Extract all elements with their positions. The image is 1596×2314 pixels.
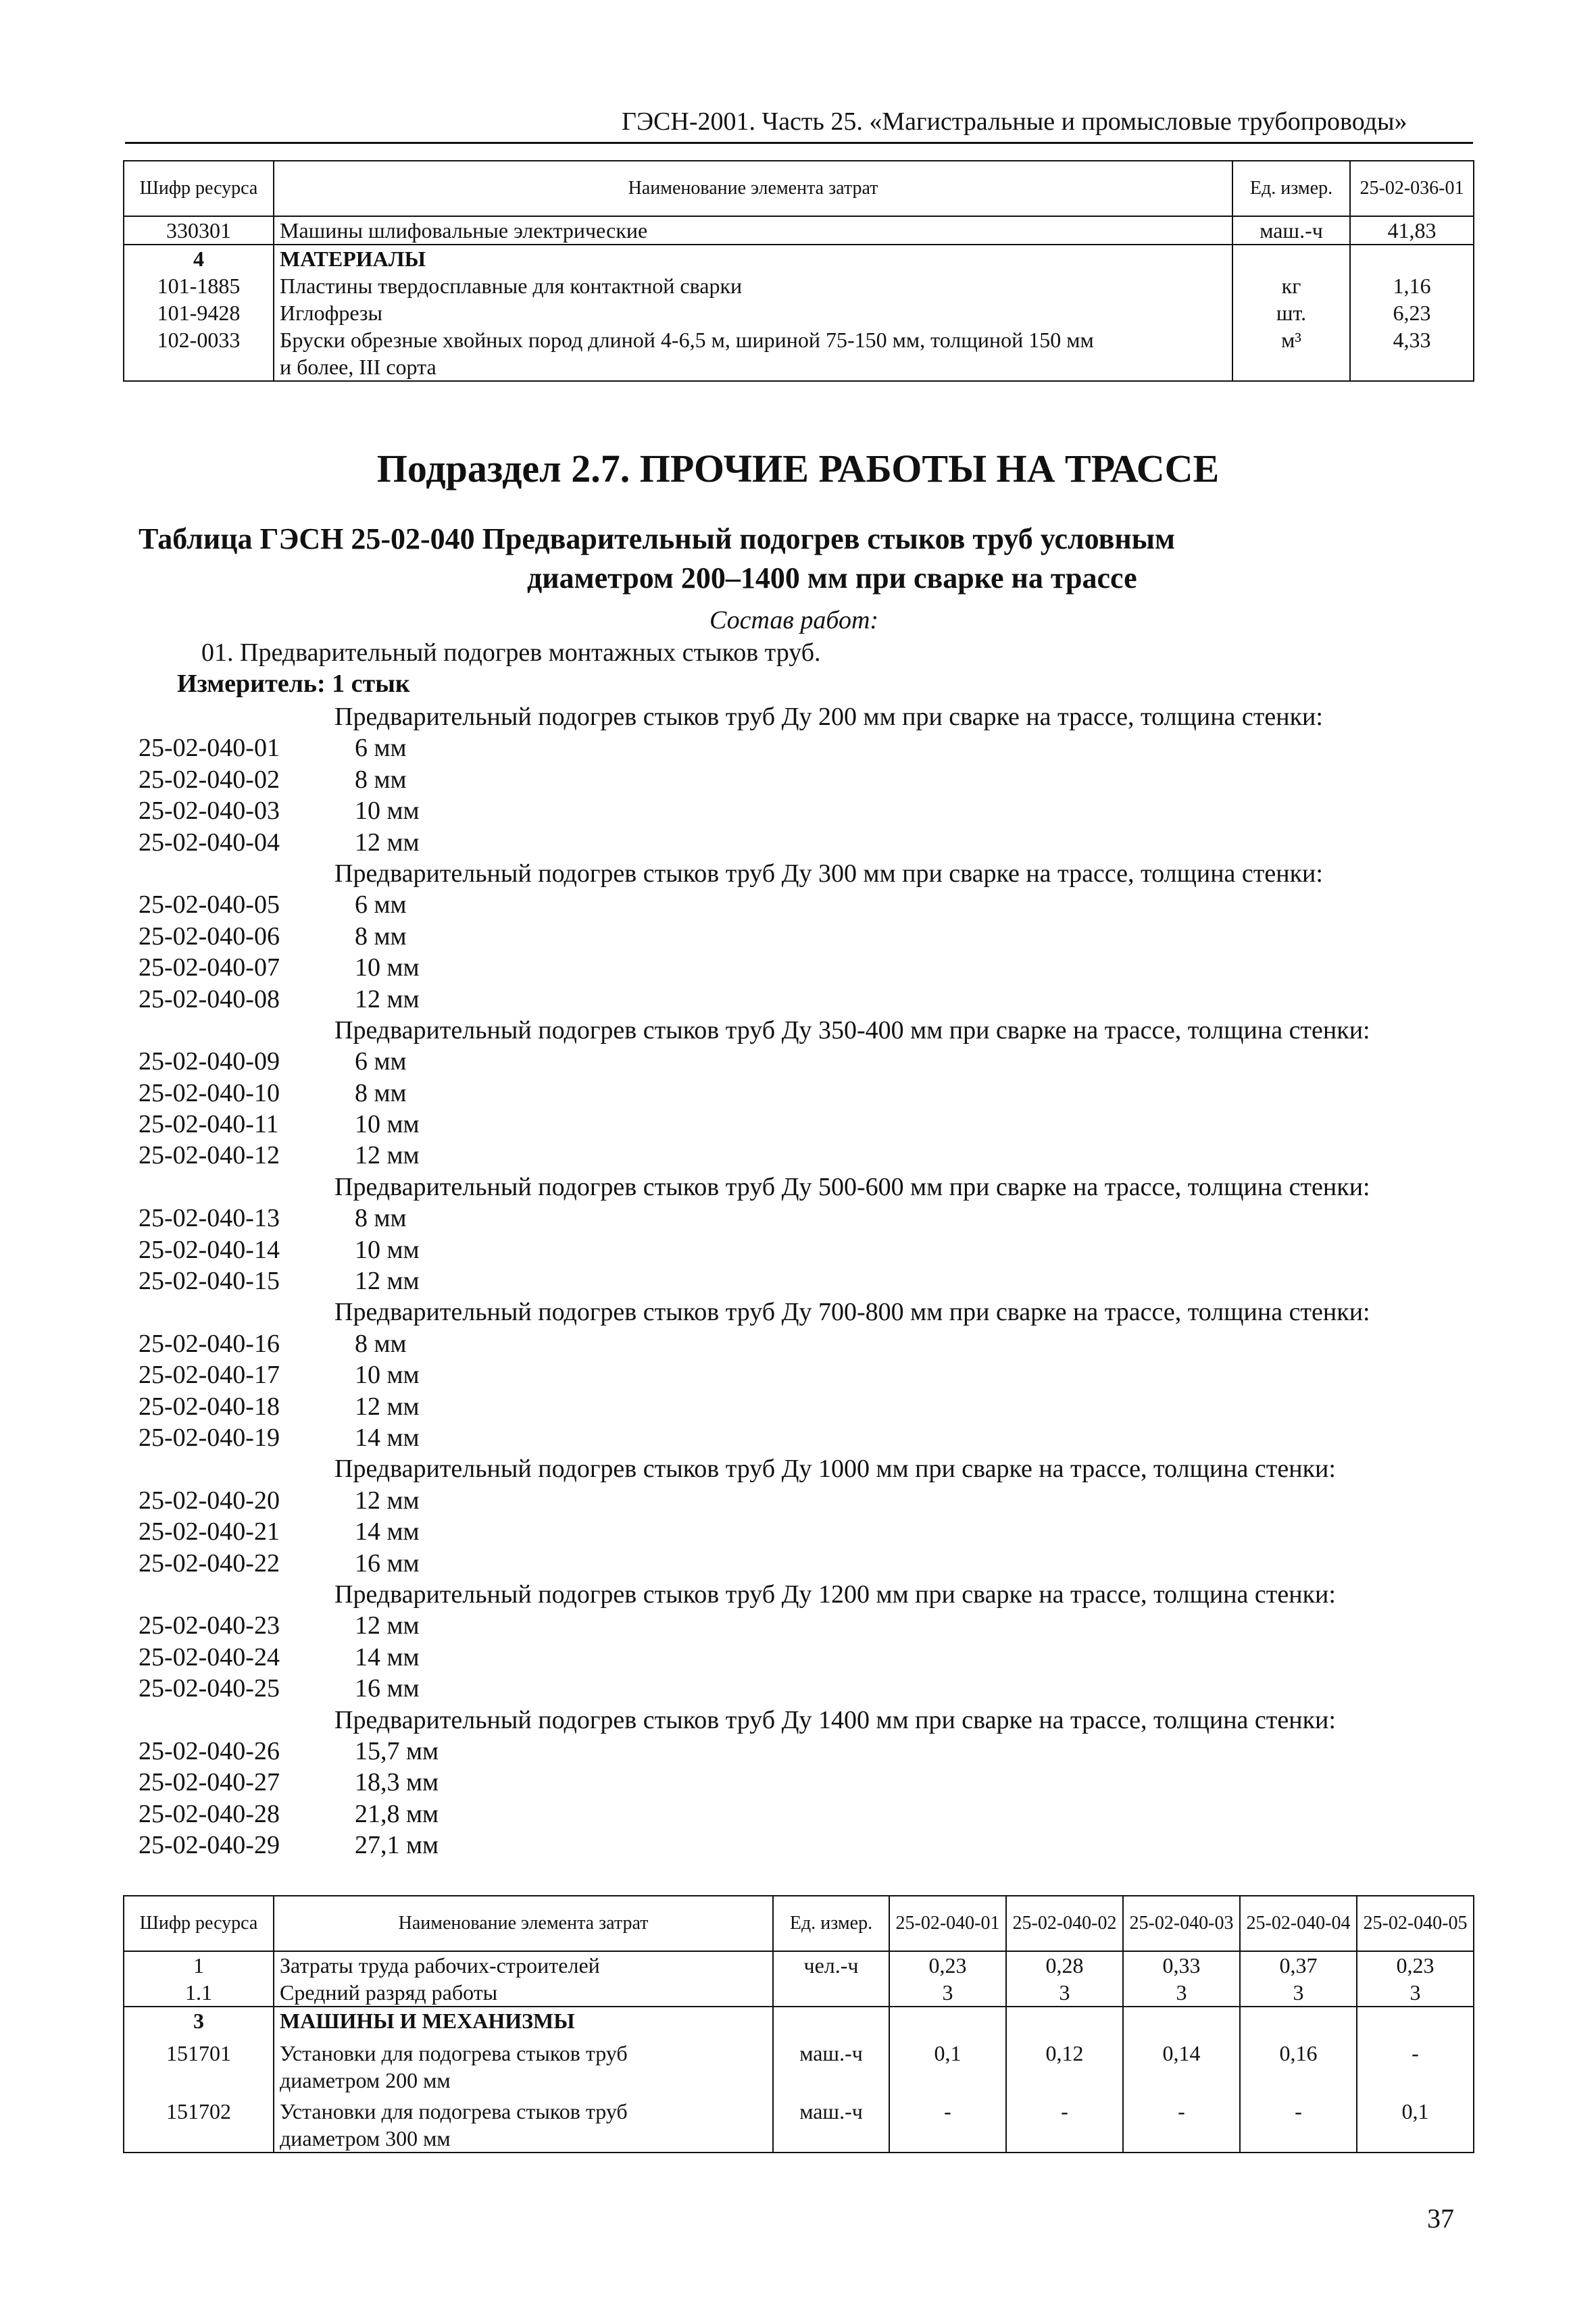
list-item	[0, 1830, 1596, 1861]
top-resource-table	[123, 160, 1474, 382]
item-code: 25-02-040-22	[139, 1549, 280, 1578]
item-code: 25-02-040-16	[139, 1329, 280, 1358]
cell-unit: чел.-ч	[803, 1953, 859, 1978]
header-unit: Ед. измер.	[1232, 161, 1350, 216]
item-code: 25-02-040-08	[139, 984, 280, 1013]
item-group-heading	[0, 1015, 1596, 1046]
item-code: 25-02-040-15	[139, 1267, 280, 1296]
item-group-heading	[0, 1579, 1596, 1610]
item-thickness: 6 мм	[355, 1047, 407, 1076]
item-thickness: 12 мм	[355, 1141, 420, 1170]
header-col: 25-02-040-02	[1006, 1896, 1123, 1951]
header-code: Шифр ресурса	[124, 161, 274, 216]
item-thickness: 10 мм	[355, 1361, 420, 1390]
list-item	[0, 1642, 1596, 1673]
item-thickness: 8 мм	[355, 1329, 407, 1358]
item-thickness: 12 мм	[355, 1611, 420, 1640]
item-code: 25-02-040-01	[139, 734, 280, 763]
list-item	[0, 1422, 1596, 1453]
header-unit: Ед. измер.	[773, 1896, 889, 1951]
list-item	[0, 921, 1596, 952]
item-thickness: 16 мм	[355, 1674, 420, 1703]
item-thickness: 12 мм	[355, 1392, 420, 1421]
cell-value: 3	[1059, 1980, 1070, 2005]
cell-value: 1,16	[1393, 274, 1431, 298]
cell-value: 0,23	[1396, 1953, 1435, 1978]
bottom-resource-table	[123, 1895, 1474, 2153]
cell-name: Бруски обрезные хвойных пород длиной 4-6,5 м, шириной 75-150 мм, толщиной 150 мм	[280, 328, 1094, 352]
composition-heading: Состав работ:	[709, 606, 879, 634]
item-thickness: 10 мм	[355, 1235, 420, 1264]
table-row	[124, 245, 1474, 381]
list-item	[0, 795, 1596, 826]
table-title: Таблица ГЭСН 25-02-040 Предварительный подогрев стыков труб условным	[139, 522, 1176, 555]
item-code: 25-02-040-07	[139, 953, 280, 982]
cell-code: 101-1885	[157, 274, 241, 298]
list-item	[0, 1767, 1596, 1798]
item-thickness: 8 мм	[355, 765, 407, 794]
item-group-heading	[0, 1172, 1596, 1203]
item-thickness: 12 мм	[355, 828, 420, 857]
cell-value: 0,16	[1279, 2041, 1318, 2065]
cell-unit: м³	[1281, 328, 1301, 352]
item-thickness: 12 мм	[355, 1267, 420, 1296]
table-title-continued: диаметром 200–1400 мм при сварке на трассе	[527, 561, 1137, 595]
group-heading-text: Предварительный подогрев стыков труб Ду 500-600 мм при сварке на трассе, толщина стенки:	[334, 1172, 1370, 1201]
cell-code: 1	[193, 1953, 204, 1978]
list-item	[0, 732, 1596, 763]
item-group-heading	[0, 1453, 1596, 1484]
cell-unit: кг	[1281, 274, 1301, 298]
section-title: Подраздел 2.7. ПРОЧИЕ РАБОТЫ НА ТРАССЕ	[376, 447, 1220, 491]
list-item	[0, 1109, 1596, 1140]
cell-value: 0,33	[1162, 1953, 1201, 1978]
header-col: 25-02-040-05	[1357, 1896, 1474, 1951]
item-thickness: 12 мм	[355, 984, 420, 1013]
cell-name-continued: диаметром 200 мм	[280, 2068, 451, 2092]
cell-value: 3	[942, 1980, 953, 2005]
list-item	[0, 889, 1596, 920]
cell-code: 1.1	[185, 1980, 212, 2005]
cell-code: 3	[193, 2009, 204, 2033]
list-item	[0, 1673, 1596, 1704]
table-header-row	[124, 1896, 1474, 1951]
table-row	[124, 1951, 1474, 2007]
item-thickness: 14 мм	[355, 1423, 420, 1452]
item-code: 25-02-040-05	[139, 890, 280, 920]
group-heading-text: Предварительный подогрев стыков труб Ду 200 мм при сварке на трассе, толщина стенки:	[334, 703, 1323, 731]
cell-unit: маш.-ч	[799, 2099, 863, 2123]
list-item	[0, 1203, 1596, 1234]
item-code: 25-02-040-02	[139, 765, 280, 794]
cell-value: 0,23	[928, 1953, 967, 1978]
item-group-heading	[0, 858, 1596, 889]
list-item	[0, 1516, 1596, 1547]
cell-value: 3	[1293, 1980, 1304, 2005]
item-code: 25-02-040-27	[139, 1768, 280, 1797]
item-thickness: 21,8 мм	[355, 1799, 439, 1828]
table-header-row	[124, 161, 1474, 216]
group-heading-text: Предварительный подогрев стыков труб Ду 350-400 мм при сварке на трассе, толщина стенки:	[334, 1015, 1370, 1045]
cell-unit: маш.-ч	[1232, 216, 1350, 245]
group-heading-text: Предварительный подогрев стыков труб Ду 300 мм при сварке на трассе, толщина стенки:	[334, 859, 1323, 888]
cell-code: 330301	[124, 216, 274, 245]
item-code: 25-02-040-25	[139, 1674, 280, 1703]
cell-value: 0,14	[1162, 2041, 1201, 2065]
cell-name: Установки для подогрева стыков труб	[280, 2099, 628, 2123]
item-thickness: 14 мм	[355, 1642, 420, 1671]
list-item	[0, 1610, 1596, 1641]
list-item	[0, 1078, 1596, 1109]
item-thickness: 8 мм	[355, 1078, 407, 1107]
header-name: Наименование элемента затрат	[274, 161, 1232, 216]
list-item	[0, 764, 1596, 795]
item-code: 25-02-040-20	[139, 1486, 280, 1515]
cell-code: 151702	[166, 2099, 231, 2123]
cell-name: Машины шлифовальные электрические	[274, 216, 1232, 245]
list-item	[0, 827, 1596, 858]
item-thickness: 16 мм	[355, 1549, 420, 1578]
list-item	[0, 1548, 1596, 1579]
list-item	[0, 1391, 1596, 1422]
cell-value: 0,37	[1279, 1953, 1318, 1978]
cell-name: Иглофрезы	[280, 301, 383, 325]
table-row	[124, 216, 1474, 245]
item-code: 25-02-040-17	[139, 1361, 280, 1390]
item-thickness: 18,3 мм	[355, 1768, 439, 1797]
norm-items-list	[0, 701, 1596, 1861]
item-code: 25-02-040-19	[139, 1423, 280, 1452]
header-code: Шифр ресурса	[124, 1896, 274, 1951]
item-code: 25-02-040-24	[139, 1642, 280, 1671]
item-code: 25-02-040-12	[139, 1141, 280, 1170]
cell-value: 3	[1176, 1980, 1187, 2005]
item-thickness: 6 мм	[355, 890, 407, 920]
group-heading-text: Предварительный подогрев стыков труб Ду 1400 мм при сварке на трассе, толщина стенки:	[334, 1705, 1336, 1734]
item-code: 25-02-040-21	[139, 1517, 280, 1546]
table-row	[124, 2007, 1474, 2153]
group-heading-text: Предварительный подогрев стыков труб Ду 1000 мм при сварке на трассе, толщина стенки:	[334, 1455, 1336, 1484]
item-thickness: 14 мм	[355, 1517, 420, 1546]
list-item	[0, 1140, 1596, 1171]
item-code: 25-02-040-11	[139, 1110, 279, 1139]
cell-value: 0,1	[1401, 2099, 1429, 2123]
cell-value: -	[1178, 2099, 1185, 2123]
item-code: 25-02-040-14	[139, 1235, 280, 1264]
item-thickness: 15,7 мм	[355, 1736, 439, 1765]
item-thickness: 10 мм	[355, 953, 420, 982]
item-code: 25-02-040-28	[139, 1799, 280, 1828]
meter-line: Измеритель: 1 стык	[177, 670, 410, 698]
item-code: 25-02-040-13	[139, 1204, 280, 1233]
item-code: 25-02-040-26	[139, 1736, 280, 1765]
item-thickness: 10 мм	[355, 1110, 420, 1139]
list-item	[0, 1265, 1596, 1297]
group-heading-text: Предварительный подогрев стыков труб Ду 1200 мм при сварке на трассе, толщина стенки:	[334, 1580, 1336, 1609]
cell-code: 102-0033	[157, 328, 241, 352]
item-group-heading	[0, 1297, 1596, 1328]
cell-value: 0,28	[1045, 1953, 1084, 1978]
cell-unit: маш.-ч	[799, 2041, 863, 2065]
item-thickness: 6 мм	[355, 734, 407, 763]
header-col: 25-02-040-03	[1123, 1896, 1240, 1951]
list-item	[0, 1485, 1596, 1516]
item-code: 25-02-040-23	[139, 1611, 280, 1640]
list-item	[0, 1736, 1596, 1767]
composition-item: 01. Предварительный подогрев монтажных стыков труб.	[201, 638, 821, 667]
cell-name: МАШИНЫ И МЕХАНИЗМЫ	[280, 2009, 575, 2033]
cell-name: Пластины твердосплавные для контактной сварки	[280, 274, 743, 298]
cell-name: МАТЕРИАЛЫ	[280, 247, 426, 271]
list-item	[0, 952, 1596, 983]
list-item	[0, 1359, 1596, 1390]
cell-value: 0,1	[934, 2041, 962, 2065]
item-group-heading	[0, 1705, 1596, 1736]
running-header: ГЭСН-2001. Часть 25. «Магистральные и промысловые трубопроводы»	[622, 107, 1407, 136]
cell-value: 6,23	[1393, 301, 1431, 325]
item-code: 25-02-040-03	[139, 797, 280, 826]
item-thickness: 27,1 мм	[355, 1831, 439, 1860]
item-code: 25-02-040-06	[139, 922, 280, 951]
page-number: 37	[1427, 2203, 1454, 2234]
cell-value: -	[1061, 2099, 1068, 2123]
list-item	[0, 984, 1596, 1015]
item-thickness: 12 мм	[355, 1486, 420, 1515]
cell-name: Средний разряд работы	[280, 1980, 498, 2005]
header-name: Наименование элемента затрат	[274, 1896, 773, 1951]
cell-name-continued: и более, III сорта	[280, 355, 437, 379]
item-code: 25-02-040-04	[139, 828, 280, 857]
cell-value: 0,12	[1045, 2041, 1084, 2065]
header-rule	[125, 142, 1473, 144]
cell-name: Затраты труда рабочих-строителей	[280, 1953, 600, 1978]
item-code: 25-02-040-10	[139, 1078, 280, 1107]
item-group-heading	[0, 701, 1596, 732]
item-code: 25-02-040-09	[139, 1047, 280, 1076]
item-thickness: 10 мм	[355, 797, 420, 826]
item-thickness: 8 мм	[355, 922, 407, 951]
cell-value: -	[944, 2099, 951, 2123]
header-col: 25-02-040-01	[889, 1896, 1006, 1951]
cell-value: 3	[1410, 1980, 1421, 2005]
item-code: 25-02-040-18	[139, 1392, 280, 1421]
item-code: 25-02-040-29	[139, 1831, 280, 1860]
cell-code: 4	[193, 247, 204, 271]
cell-value: 41,83	[1350, 216, 1474, 245]
list-item	[0, 1799, 1596, 1830]
cell-value: 4,33	[1393, 328, 1431, 352]
header-col: 25-02-040-04	[1240, 1896, 1357, 1951]
item-thickness: 8 мм	[355, 1204, 407, 1233]
list-item	[0, 1234, 1596, 1265]
group-heading-text: Предварительный подогрев стыков труб Ду 700-800 мм при сварке на трассе, толщина стенки:	[334, 1298, 1370, 1327]
header-col: 25-02-036-01	[1350, 161, 1474, 216]
cell-name-continued: диаметром 300 мм	[280, 2126, 451, 2150]
cell-value: -	[1412, 2041, 1419, 2065]
cell-name: Установки для подогрева стыков труб	[280, 2041, 628, 2065]
cell-unit: шт.	[1276, 301, 1307, 325]
list-item	[0, 1328, 1596, 1359]
list-item	[0, 1046, 1596, 1077]
cell-code: 151701	[166, 2041, 231, 2065]
cell-value: -	[1295, 2099, 1302, 2123]
cell-code: 101-9428	[157, 301, 241, 325]
